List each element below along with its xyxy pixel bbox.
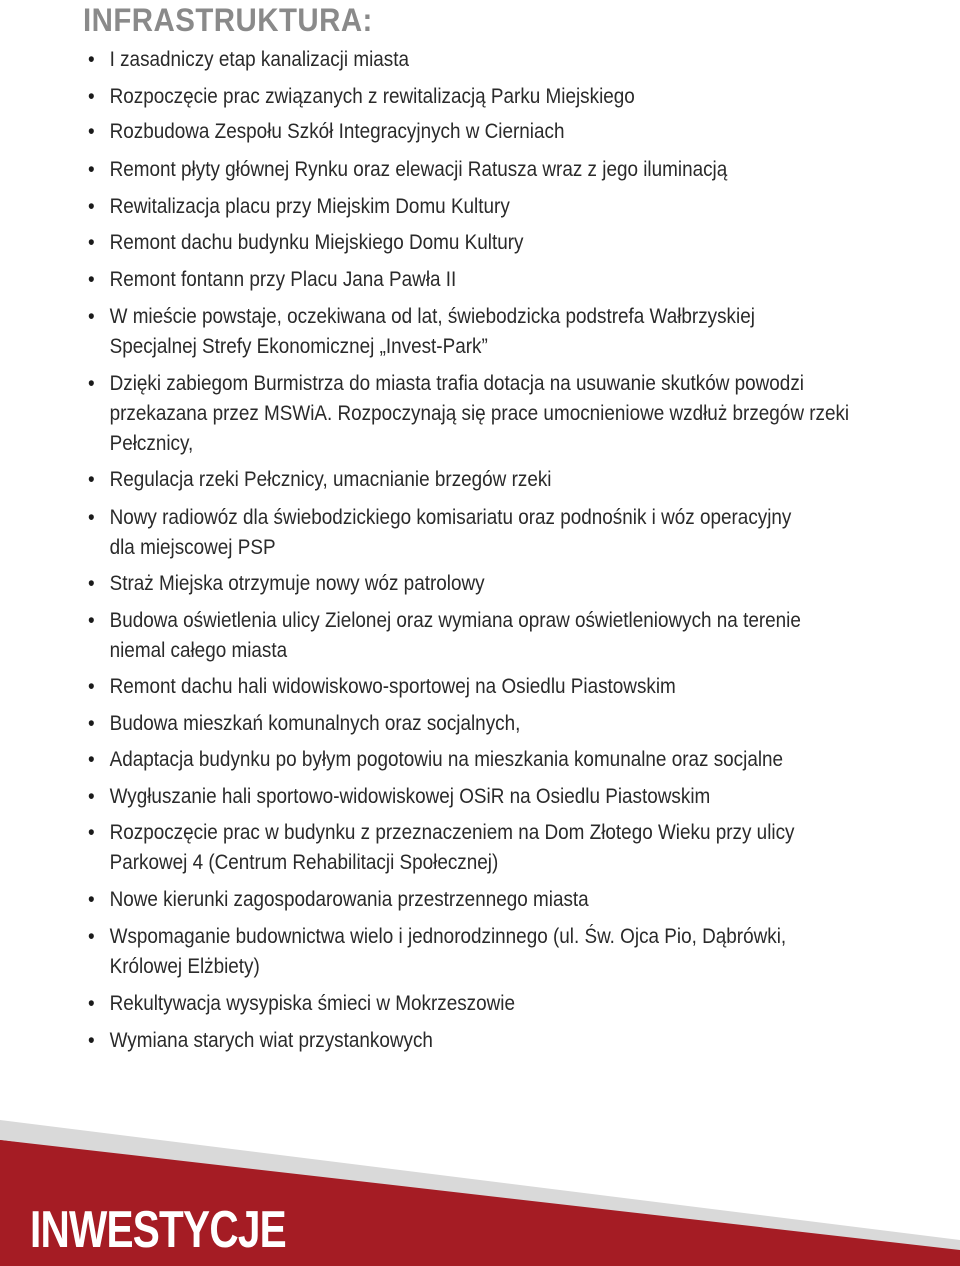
- bullet-icon: •: [88, 1029, 95, 1052]
- list-item-line: Straż Miejska otrzymuje nowy wóz patrolowy: [109, 572, 485, 595]
- footer-label: INWESTYCJE: [30, 1201, 286, 1259]
- bullet-icon: •: [88, 120, 95, 143]
- bullet-icon: •: [88, 85, 95, 108]
- bullet-icon: •: [88, 372, 95, 395]
- list-item-line: Remont płyty głównej Rynku oraz elewacji Ratusza wraz z jego iluminacją: [109, 158, 728, 181]
- list-item-line: Nowe kierunki zagospodarowania przestrzennego miasta: [109, 888, 589, 911]
- bullet-icon: •: [88, 195, 95, 218]
- list-item-text: [110, 818, 795, 878]
- list-item-text: [110, 745, 783, 775]
- list-item-text: [110, 228, 524, 258]
- list-item-line: Wymiana starych wiat przystankowych: [109, 1029, 433, 1052]
- bullet-icon: •: [88, 609, 95, 632]
- list-item-text: [110, 45, 409, 75]
- list-item-text: [110, 302, 755, 362]
- bullet-icon: •: [88, 675, 95, 698]
- list-item-text: [110, 265, 457, 295]
- bullet-icon: •: [88, 305, 95, 328]
- list-item-line: Nowy radiowóz dla świebodzickiego komisariatu oraz podnośnik i wóz operacyjny: [109, 506, 792, 529]
- bullet-icon: •: [88, 992, 95, 1015]
- bullet-icon: •: [88, 506, 95, 529]
- list-item-line: Wspomaganie budownictwa wielo i jednorodzinnego (ul. Św. Ojca Pio, Dąbrówki,: [109, 925, 787, 948]
- list-item-line: Budowa oświetlenia ulicy Zielonej oraz wymiana opraw oświetleniowych na terenie: [109, 609, 801, 632]
- list-item-text: [110, 672, 676, 702]
- list-item-line: Rekultywacja wysypiska śmieci w Mokrzeszowie: [109, 992, 516, 1015]
- list-item-text: [110, 192, 510, 222]
- list-item-text: [110, 369, 850, 459]
- bullet-icon: •: [88, 268, 95, 291]
- bullet-icon: •: [88, 748, 95, 771]
- list-item-text: [110, 989, 515, 1019]
- list-item-line: Budowa mieszkań komunalnych oraz socjalnych,: [109, 712, 521, 735]
- bullet-icon: •: [88, 468, 95, 491]
- list-item-line: Parkowej 4 (Centrum Rehabilitacji Społecznej): [109, 851, 499, 874]
- list-item-line: Regulacja rzeki Pełcznicy, umacnianie brzegów rzeki: [109, 468, 552, 491]
- list-item-line: Królowej Elżbiety): [109, 955, 260, 978]
- list-item-text: [110, 155, 728, 185]
- list-item-text: [110, 117, 565, 147]
- page-title: INFRASTRUKTURA:: [83, 2, 373, 38]
- bullet-icon: •: [88, 712, 95, 735]
- list-item-line: przekazana przez MSWiA. Rozpoczynają się prace umocnieniowe wzdłuż brzegów rzeki: [109, 402, 850, 425]
- bullet-icon: •: [88, 888, 95, 911]
- list-item-text: [110, 465, 552, 495]
- bullet-icon: •: [88, 925, 95, 948]
- bullet-icon: •: [88, 158, 95, 181]
- list-item-line: Rozbudowa Zespołu Szkół Integracyjnych w Cierniach: [109, 120, 565, 143]
- list-item-line: Pełcznicy,: [109, 432, 194, 455]
- list-item-line: Adaptacja budynku po byłym pogotowiu na mieszkania komunalne oraz socjalne: [109, 748, 784, 771]
- list-item-line: I zasadniczy etap kanalizacji miasta: [109, 48, 410, 71]
- list-item-text: [110, 569, 485, 599]
- list-item-line: Rozpoczęcie prac związanych z rewitalizacją Parku Miejskiego: [109, 85, 635, 108]
- list-item-text: [110, 606, 801, 666]
- list-item-line: Dzięki zabiegom Burmistrza do miasta trafia dotacja na usuwanie skutków powodzi: [109, 372, 804, 395]
- list-item-line: Remont fontann przy Placu Jana Pawła II: [109, 268, 457, 291]
- list-item-text: [110, 1026, 433, 1056]
- list-item-text: [110, 503, 792, 563]
- bullet-icon: •: [88, 785, 95, 808]
- list-item-line: W mieście powstaje, oczekiwana od lat, świebodzicka podstrefa Wałbrzyskiej: [109, 305, 755, 328]
- list-item-line: dla miejscowej PSP: [109, 536, 276, 559]
- list-item-line: Specjalnej Strefy Ekonomicznej „Invest-Park”: [109, 335, 488, 358]
- list-item-line: niemal całego miasta: [109, 639, 288, 662]
- list-item-text: [110, 82, 635, 112]
- bullet-icon: •: [88, 821, 95, 844]
- list-item-line: Remont dachu budynku Miejskiego Domu Kultury: [109, 231, 524, 254]
- bullet-icon: •: [88, 231, 95, 254]
- list-item-line: Wygłuszanie hali sportowo-widowiskowej OSiR na Osiedlu Piastowskim: [109, 785, 711, 808]
- list-item-line: Remont dachu hali widowiskowo-sportowej na Osiedlu Piastowskim: [109, 675, 676, 698]
- list-item-text: [110, 709, 521, 739]
- list-item-text: [110, 782, 711, 812]
- bullet-icon: •: [88, 572, 95, 595]
- list-item-text: [110, 885, 589, 915]
- list-item-line: Rewitalizacja placu przy Miejskim Domu Kultury: [109, 195, 510, 218]
- list-item-line: Rozpoczęcie prac w budynku z przeznaczeniem na Dom Złotego Wieku przy ulicy: [109, 821, 795, 844]
- list-item-text: [110, 922, 787, 982]
- bullet-icon: •: [88, 48, 95, 71]
